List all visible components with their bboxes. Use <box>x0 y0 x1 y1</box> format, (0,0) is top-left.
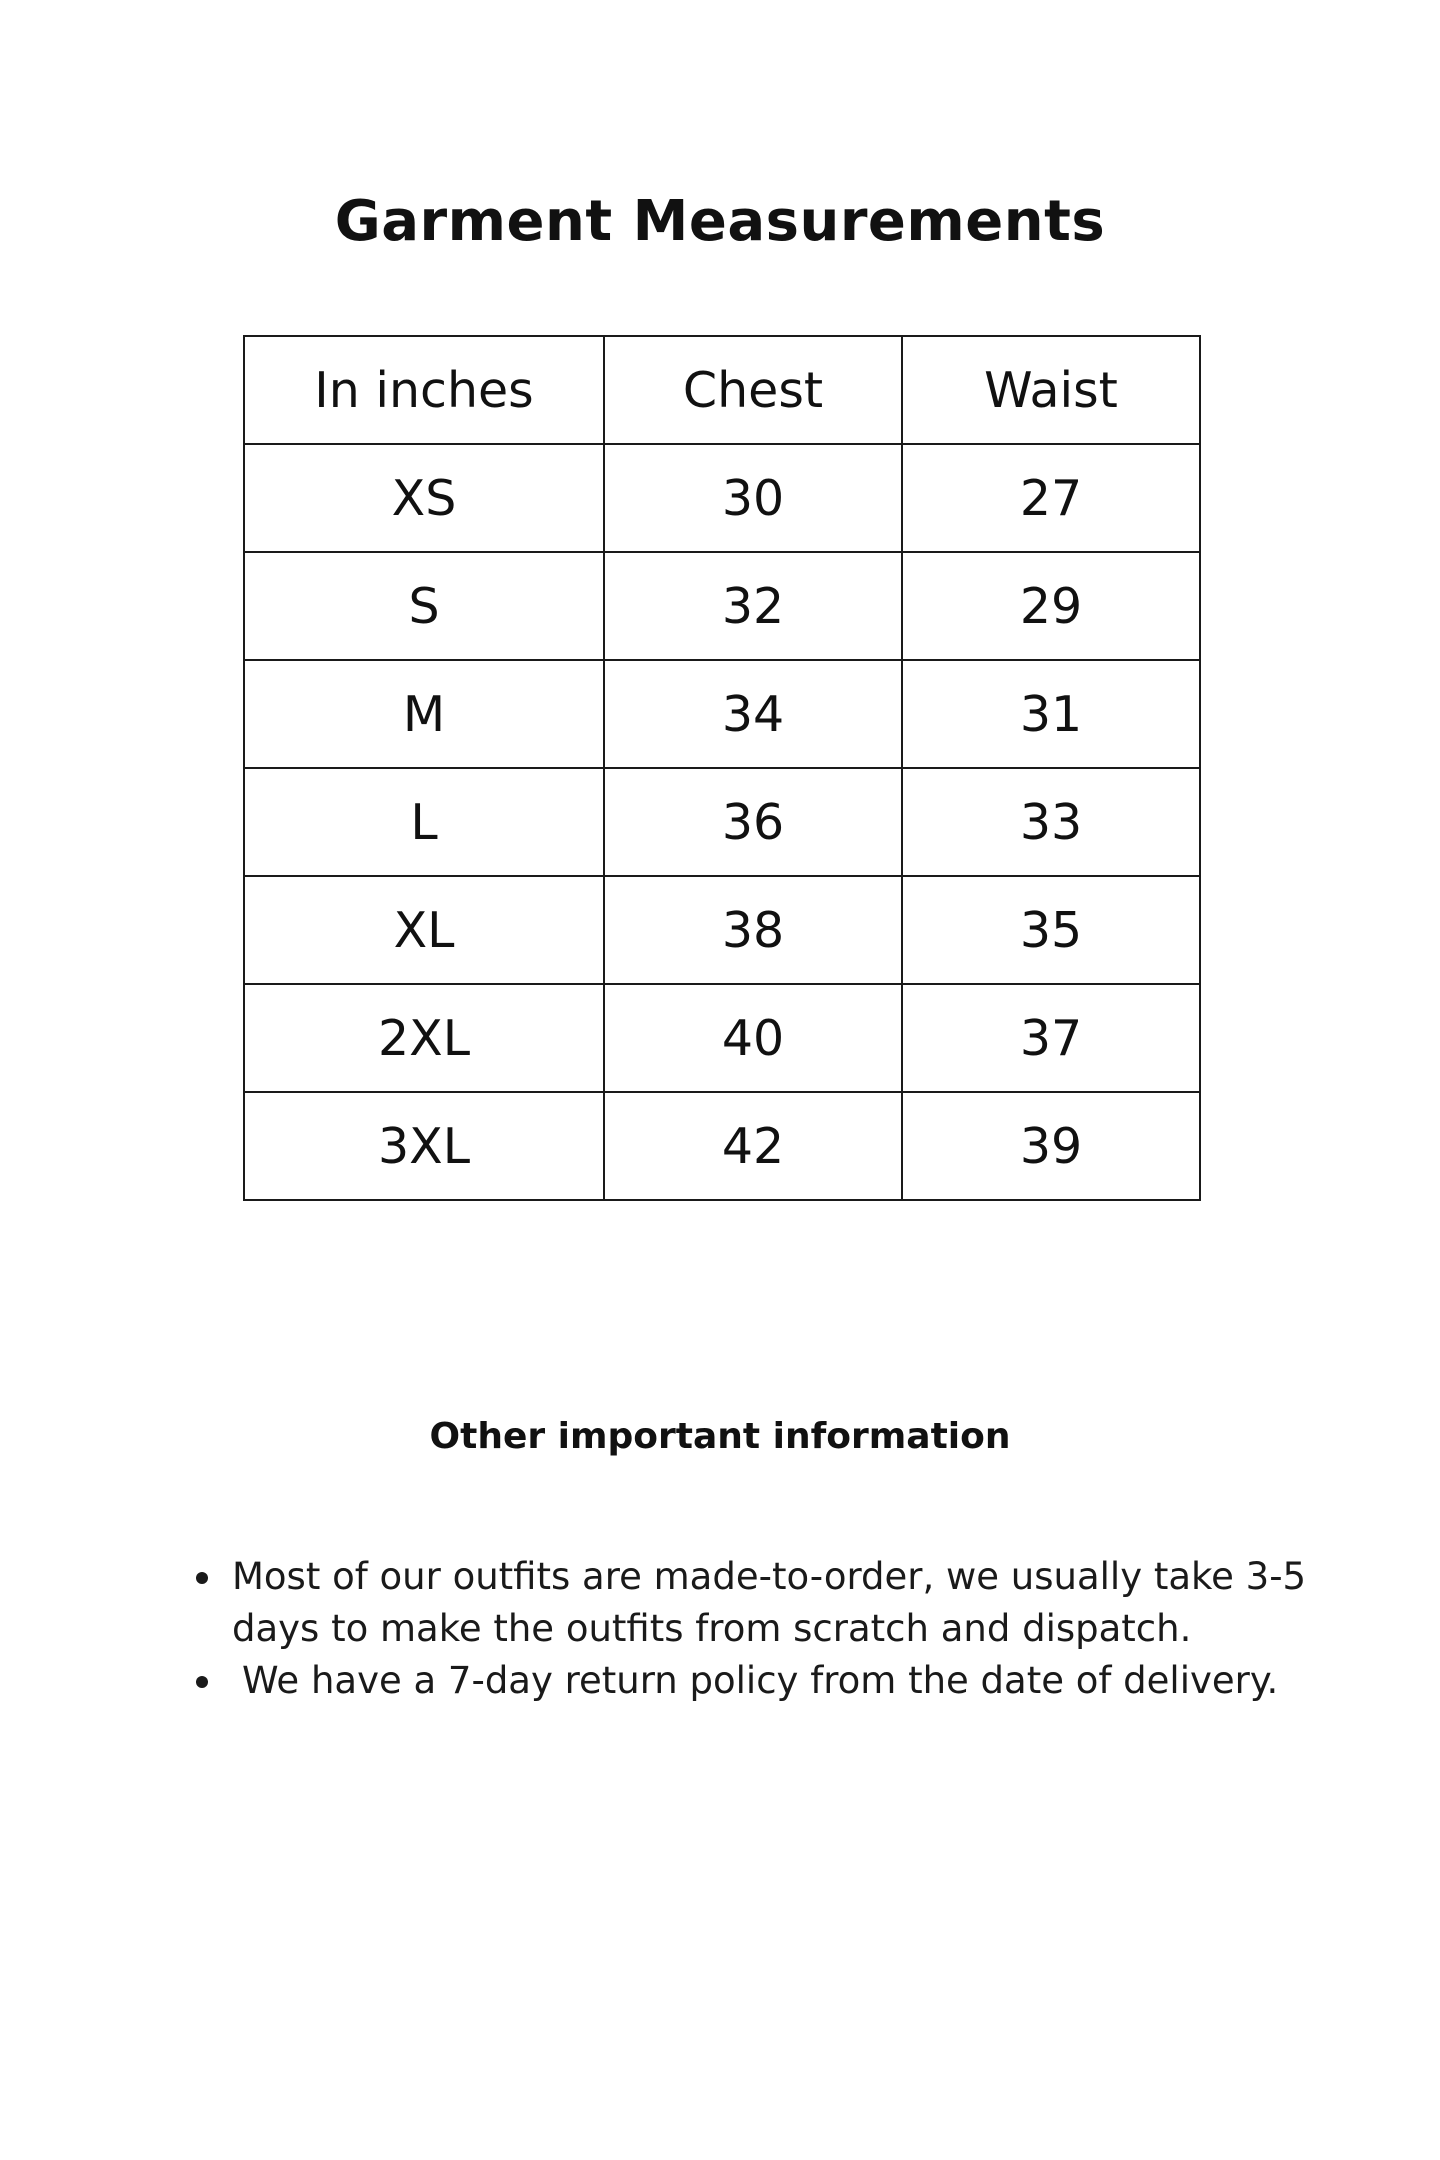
table-row <box>244 660 1200 768</box>
page-title: Garment Measurements <box>334 189 1106 254</box>
size-cell: XL <box>244 876 604 984</box>
chest-cell: 42 <box>604 1092 902 1200</box>
list-item <box>232 1655 1352 1707</box>
chest-cell: 34 <box>604 660 902 768</box>
size-cell: L <box>244 768 604 876</box>
chest-cell: 36 <box>604 768 902 876</box>
table-row <box>244 444 1200 552</box>
size-cell: 3XL <box>244 1092 604 1200</box>
waist-cell: 33 <box>902 768 1200 876</box>
list-item-text: We have a 7-day return policy from the date of delivery. <box>242 1659 1279 1702</box>
table-row <box>244 876 1200 984</box>
waist-cell: 27 <box>902 444 1200 552</box>
info-heading: Other important information <box>429 1416 1011 1457</box>
chest-cell: 32 <box>604 552 902 660</box>
table-row <box>244 552 1200 660</box>
size-cell: S <box>244 552 604 660</box>
size-chart-table <box>243 335 1201 1201</box>
table-header-row <box>244 336 1200 444</box>
bullet-icon <box>196 1676 208 1688</box>
waist-cell: 35 <box>902 876 1200 984</box>
column-header-unit: In inches <box>244 336 604 444</box>
table-row <box>244 768 1200 876</box>
table-row <box>244 984 1200 1092</box>
chest-cell: 40 <box>604 984 902 1092</box>
size-cell: M <box>244 660 604 768</box>
size-cell: XS <box>244 444 604 552</box>
list-item-text: Most of our outfits are made-to-order, we usually take 3-5 days to make the outfits from scratch and dispatch. <box>232 1555 1307 1650</box>
info-list <box>194 1551 1352 1707</box>
chest-cell: 30 <box>604 444 902 552</box>
waist-cell: 31 <box>902 660 1200 768</box>
table-row <box>244 1092 1200 1200</box>
column-header-waist: Waist <box>902 336 1200 444</box>
waist-cell: 39 <box>902 1092 1200 1200</box>
chest-cell: 38 <box>604 876 902 984</box>
list-item <box>232 1551 1352 1655</box>
size-cell: 2XL <box>244 984 604 1092</box>
bullet-icon <box>196 1572 208 1584</box>
waist-cell: 37 <box>902 984 1200 1092</box>
column-header-chest: Chest <box>604 336 902 444</box>
waist-cell: 29 <box>902 552 1200 660</box>
